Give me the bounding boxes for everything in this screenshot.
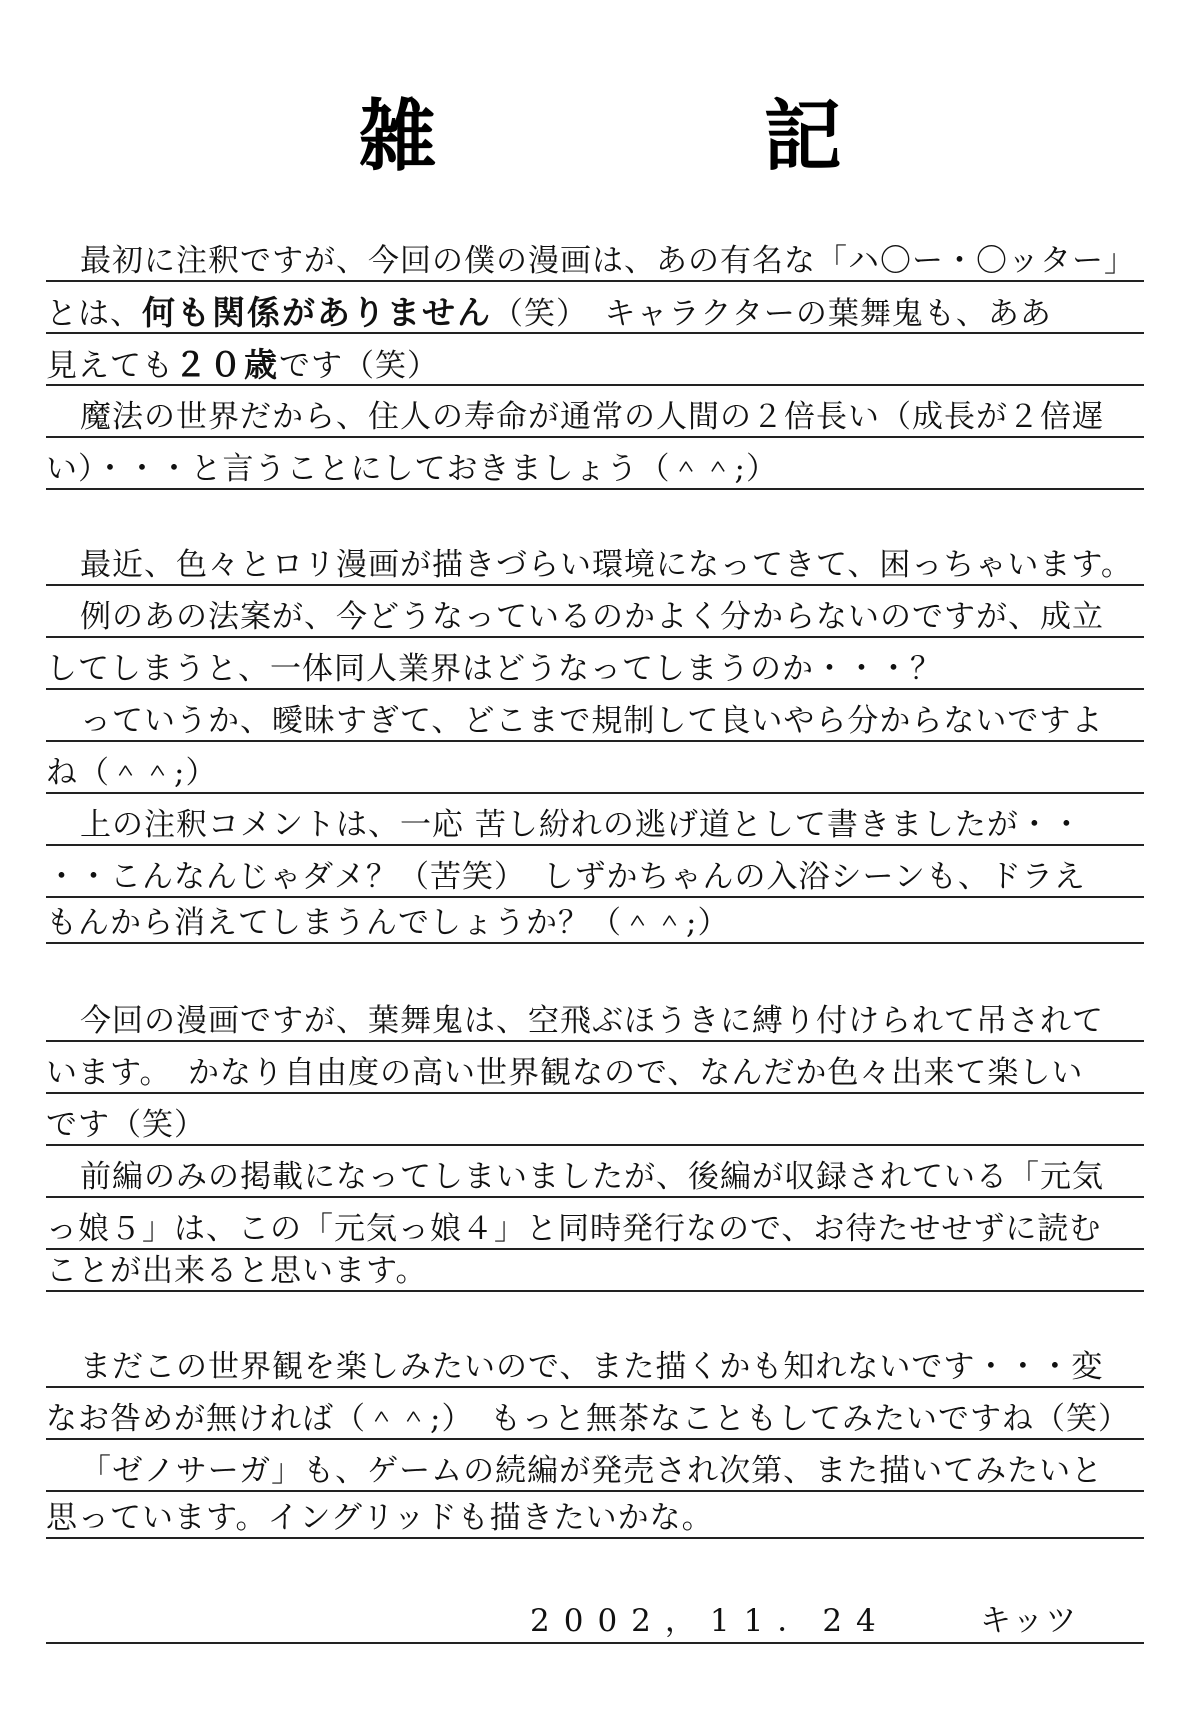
text-line bbox=[46, 340, 1144, 390]
text-line: してしまうと、一体同人業界はどうなってしまうのか・・・？ bbox=[46, 651, 942, 687]
author-name: キッツ bbox=[980, 1603, 1079, 1639]
text-line: っ娘５」は、この「元気っ娘４」と同時発行なので、お待たせせずに読む bbox=[46, 1211, 1102, 1247]
text-line: います。 かなり自由度の高い世界観なので、なんだか色々出来て楽しい bbox=[46, 1055, 1084, 1091]
emphasis-text: 何も関係がありません bbox=[142, 293, 492, 332]
emphasis-text: ２０歳 bbox=[174, 345, 279, 384]
text-line: 上の注釈コメントは、一応 苦し紛れの逃げ道として書きましたが・・ bbox=[80, 807, 1083, 843]
text-line: っていうか、曖昧すぎて、どこまで規制して良いやら分からないですよ bbox=[80, 703, 1104, 739]
text-line: 思っています。イングリッドも描きたいかな。 bbox=[46, 1500, 714, 1536]
text-line: もんから消えてしまうんでしょうか？（＾＾;） bbox=[46, 905, 730, 941]
text-line bbox=[46, 288, 1144, 338]
text-line: 「ゼノサーガ」も、ゲームの続編が発売され次第、また描いてみたいと bbox=[80, 1453, 1104, 1489]
page-title: 雑 記 bbox=[358, 91, 992, 182]
text-line: 魔法の世界だから、住人の寿命が通常の人間の２倍長い（成長が２倍遅 bbox=[80, 399, 1104, 435]
text-line: 最初に注釈ですが、今回の僕の漫画は、あの有名な「ハ〇ー・〇ッター」 bbox=[80, 243, 1136, 279]
text-line: 今回の漫画ですが、葉舞鬼は、空飛ぶほうきに縛り付けられて吊されて bbox=[80, 1003, 1104, 1039]
text-line: い）・・・と言うことにしておきましょう（＾＾;） bbox=[46, 451, 778, 487]
text-line: ね（＾＾;） bbox=[46, 755, 218, 791]
text-segment: です（笑） bbox=[279, 348, 439, 384]
text-line: 前編のみの掲載になってしまいましたが、後編が収録されている「元気 bbox=[80, 1159, 1104, 1195]
text-line: ことが出来ると思います。 bbox=[46, 1253, 428, 1289]
text-line: ・・こんなんじゃダメ？（苦笑） しずかちゃんの入浴シーンも、ドラえ bbox=[46, 859, 1086, 895]
text-line: 例のあの法案が、今どうなっているのかよく分からないのですが、成立 bbox=[80, 599, 1104, 635]
date: 2002，11．24 bbox=[530, 1603, 890, 1639]
text-segment: 見えても bbox=[46, 348, 174, 384]
text-line: なお咎めが無ければ（＾＾;） もっと無茶なこともしてみたいですね（笑） bbox=[46, 1401, 1130, 1437]
text-segment: （笑） キャラクターの葉舞鬼も、ああ bbox=[492, 296, 1052, 332]
text-line: まだこの世界観を楽しみたいので、また描くかも知れないです・・・変 bbox=[80, 1349, 1104, 1385]
text-line: 最近、色々とロリ漫画が描きづらい環境になってきて、困っちゃいます。 bbox=[80, 547, 1133, 583]
text-segment: とは、 bbox=[46, 296, 142, 332]
text-line: です（笑） bbox=[46, 1107, 206, 1143]
